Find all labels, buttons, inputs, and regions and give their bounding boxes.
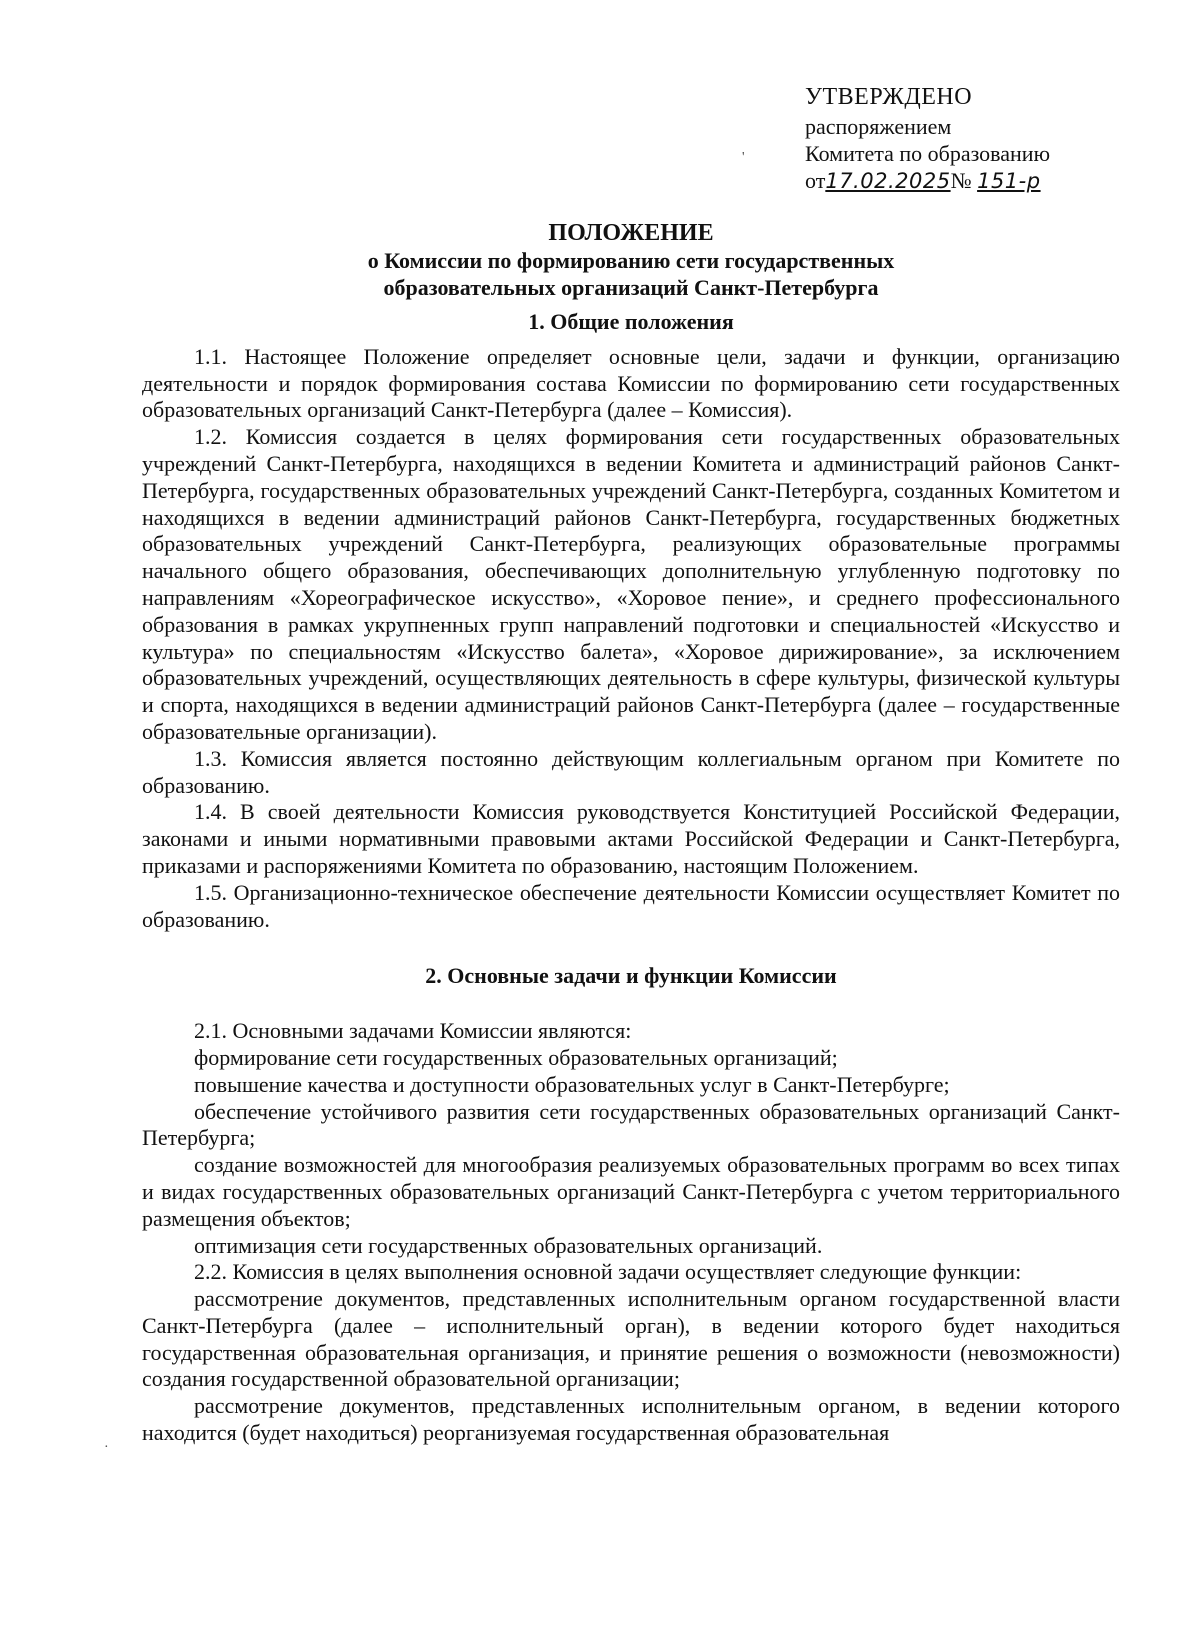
paragraph-2-1-a: формирование сети государственных образовательных организаций;: [194, 1044, 838, 1070]
approval-heading: УТВЕРЖДЕНО: [805, 84, 973, 110]
paragraph-2-2: 2.2. Комиссия в целях выполнения основной задачи осуществляет следующие функции:: [194, 1259, 1022, 1285]
scan-speck: ·: [104, 1440, 109, 1455]
paragraph-1-5: 1.5. Организационно-техническое обеспечение деятельности Комиссии осуществляет Комитет по образованию.: [142, 879, 1120, 932]
number-prefix: №: [950, 168, 972, 193]
scan-speck: ': [742, 150, 745, 165]
handwritten-date: 17.02.2025: [825, 169, 951, 193]
paragraph-1-1: 1.1. Настоящее Положение определяет основные цели, задачи и функции, организацию деятельности и порядок формирования состава Комиссии по формированию сети государственных образовательных организаций Санкт-Петербурга (далее – Комиссия).: [142, 343, 1120, 423]
document-subtitle-1: о Комиссии по формированию сети государственных: [367, 248, 895, 273]
paragraph-2-1-e: оптимизация сети государственных образовательных организаций.: [194, 1232, 823, 1258]
document-title: ПОЛОЖЕНИЕ: [548, 220, 714, 246]
paragraph-1-3: 1.3. Комиссия является постоянно действующим коллегиальным органом при Комитете по образованию.: [142, 745, 1120, 798]
approval-line-1: распоряжением: [805, 114, 952, 139]
paragraph-2-1-c: обеспечение устойчивого развития сети государственных образовательных организаций Санкт-Петербурга;: [142, 1098, 1120, 1151]
section-2-heading: 2. Основные задачи и функции Комиссии: [425, 963, 837, 989]
paragraph-2-1: 2.1. Основными задачами Комиссии являются:: [194, 1018, 632, 1044]
date-prefix: от: [805, 168, 826, 193]
paragraph-2-2-a: рассмотрение документов, представленных исполнительным органом государственной власти Санкт-Петербурга (далее – исполнительный орган), в ведении которого будет находиться государственная образовательная организация, и принятие решения о возможности (невозможности) создания государственной образовательной организации;: [142, 1286, 1120, 1392]
document-subtitle-2: образовательных организаций Санкт-Петербурга: [383, 275, 879, 300]
approval-date-line: [805, 167, 1135, 195]
document-body: [142, 220, 1120, 1447]
paragraph-2-1-d: создание возможностей для многообразия реализуемых образовательных программ во всех типах и видах государственных образовательных организаций Санкт-Петербурга с учетом территориального размещения объектов;: [142, 1152, 1120, 1231]
paragraph-2-1-b: повышение качества и доступности образовательных услуг в Санкт-Петербурге;: [194, 1071, 950, 1097]
approval-line-2: Комитета по образованию: [805, 141, 1051, 166]
section-1-heading: 1. Общие положения: [528, 309, 734, 334]
paragraph-1-4: 1.4. В своей деятельности Комиссия руководствуется Конституцией Российской Федерации, законами и иными нормативными правовыми актами Российской Федерации и Санкт-Петербурга, приказами и распоряжениями Комитета по образованию, настоящим Положением.: [142, 799, 1120, 878]
paragraph-2-2-b: рассмотрение документов, представленных исполнительным органом, в ведении которого находится (будет находиться) реорганизуемая государственная образовательная: [142, 1393, 1120, 1446]
paragraph-1-2: 1.2. Комиссия создается в целях формирования сети государственных образовательных учреждений Санкт-Петербурга, находящихся в ведении Комитета и администраций районов Санкт-Петербурга, государственных образовательных учреждений Санкт-Петербурга, созданных Комитетом и находящихся в ведении администраций районов Санкт-Петербурга, государственных бюджетных образовательных учреждений Санкт-Петербурга, реализующих образовательные программы начального общего образования, обеспечивающих дополнительную углубленную подготовку по направлениям «Хореографическое искусство», «Хоровое пение», и среднего профессионального образования в рамках укрупненных групп направлений подготовки и специальностей «Искусство и культура» по специальностям «Искусство балета», «Хоровое дирижирование», за исключением образовательных учреждений, осуществляющих деятельность в сфере культуры, физической культуры и спорта, находящихся в ведении администраций районов Санкт-Петербурга (далее – государственные образовательные организации).: [142, 424, 1120, 744]
approval-stamp: [805, 84, 1135, 195]
handwritten-number: 151-р: [977, 169, 1041, 193]
